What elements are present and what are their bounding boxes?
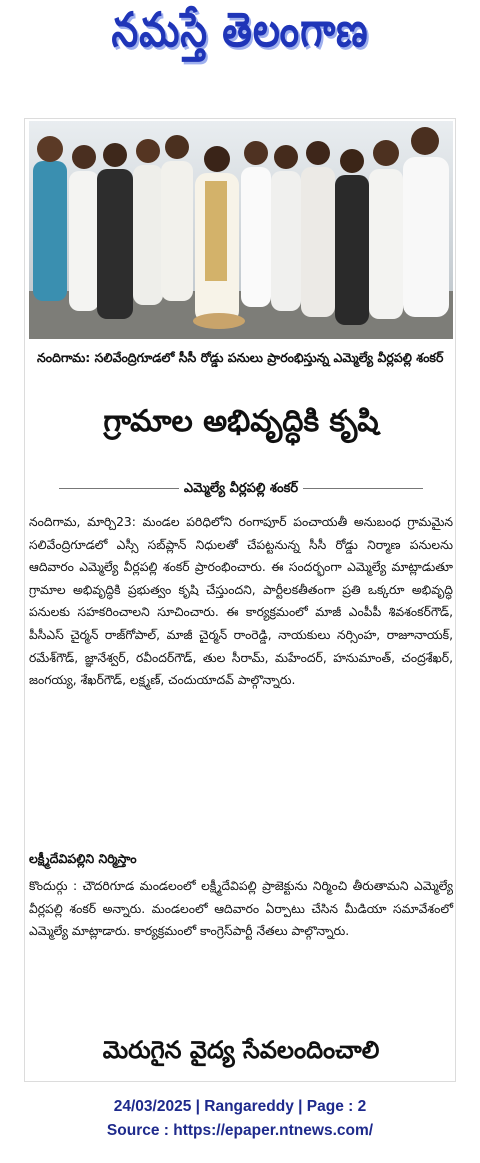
masthead: [0, 0, 480, 72]
byline-row: [25, 481, 457, 499]
photo-image: [29, 121, 453, 339]
edition-info: 24/03/2025 | Rangareddy | Page : 2: [113, 1098, 367, 1115]
article-byline: ఎమ్మెల్యే వీర్లపల్లి శంకర్: [183, 481, 299, 496]
photo-caption: నందిగామ: సలివేంద్రిగూడలో సీసీ రోడ్డు పనులు ప్రారంభిస్తున్న ఎమ్మెల్యే వీర్లపల్లి శంకర్: [37, 350, 444, 365]
article-headline: గ్రామాల అభివృద్ధికి కృషి: [103, 404, 379, 439]
page-footer: [0, 1095, 480, 1143]
source-link[interactable]: Source : https://epaper.ntnews.com/: [106, 1122, 374, 1139]
newspaper-title: నమస్తే తెలంగాణ: [111, 2, 369, 58]
article-paragraph: నందిగామ, మార్చి23: మండల పరిధిలోని రంగాపూర్ పంచాయతీ అనుబంధ గ్రామమైన సలివేంద్రిగూడలో ఎస్సీ సబ్‌ప్లాన్ నిధులతో చేపట్టనున్న సీసీ రోడ్డు నిర్మాణ పనులను ఆదివారం ఎమ్మెల్యే వీర్లపల్లి శంకర్ ప్రారంభించారు. ఈ సందర్భంగా ఎమ్మెల్యే మాట్లాడుతూ గ్రామాల అభివృద్ధికి ప్రభుత్వం కృషి చేస్తుందని, పార్టీలకతీతంగా ప్రతి ఒక్కరూ అభివృద్ధి పనులకు సహకరించాలని సూచించారు. ఈ కార్యక్రమంలో మాజీ ఎంపీపీ శివశంకర్‌గౌడ్, పీసీఎస్ చైర్మన్ రాజ్‌గోపాల్, మాజీ చైర్మన్ రాంరెడ్డి, నాయకులు నర్సింహ, రాజూనాయక్, రమేశ్‌గౌడ్, జ్ఞానేశ్వర్, రవీందర్‌గౌడ్, తుల సీరామ్, మహేందర్, హనుమాంత్, చంద్రశేఖర్, జంగయ్య, శేఖర్‌గౌడ్, లక్ష్మణ్, చందుయాదవ్ పాల్గొన్నారు.: [29, 515, 453, 688]
article-clipping: [24, 118, 456, 1082]
article-photo: [29, 121, 453, 339]
byline-rule-left: [59, 488, 179, 489]
second-article-headline: మెరుగైన వైద్య సేవలందించాలి: [102, 1035, 380, 1064]
article-paragraph: కొందుర్గు : చౌదరిగూడ మండలంలో లక్ష్మీదేవిపల్లి ప్రాజెక్టును నిర్మించి తీరుతామని ఎమ్మెల్యే వీర్లపల్లి శంకర్ అన్నారు. మండలంలో ఆదివారం ఏర్పాటు చేసిన మీడియా సమావేశంలో ఎమ్మెల్యే మాట్లాడారు. కార్యక్రమంలో కాంగ్రెస్‌పార్టీ నేతలు పాల్గొన్నారు.: [29, 879, 453, 939]
byline-rule-right: [303, 488, 423, 489]
article-subheading: లక్ష్మీదేవిపల్లిని నిర్మిస్తాం: [29, 851, 137, 866]
